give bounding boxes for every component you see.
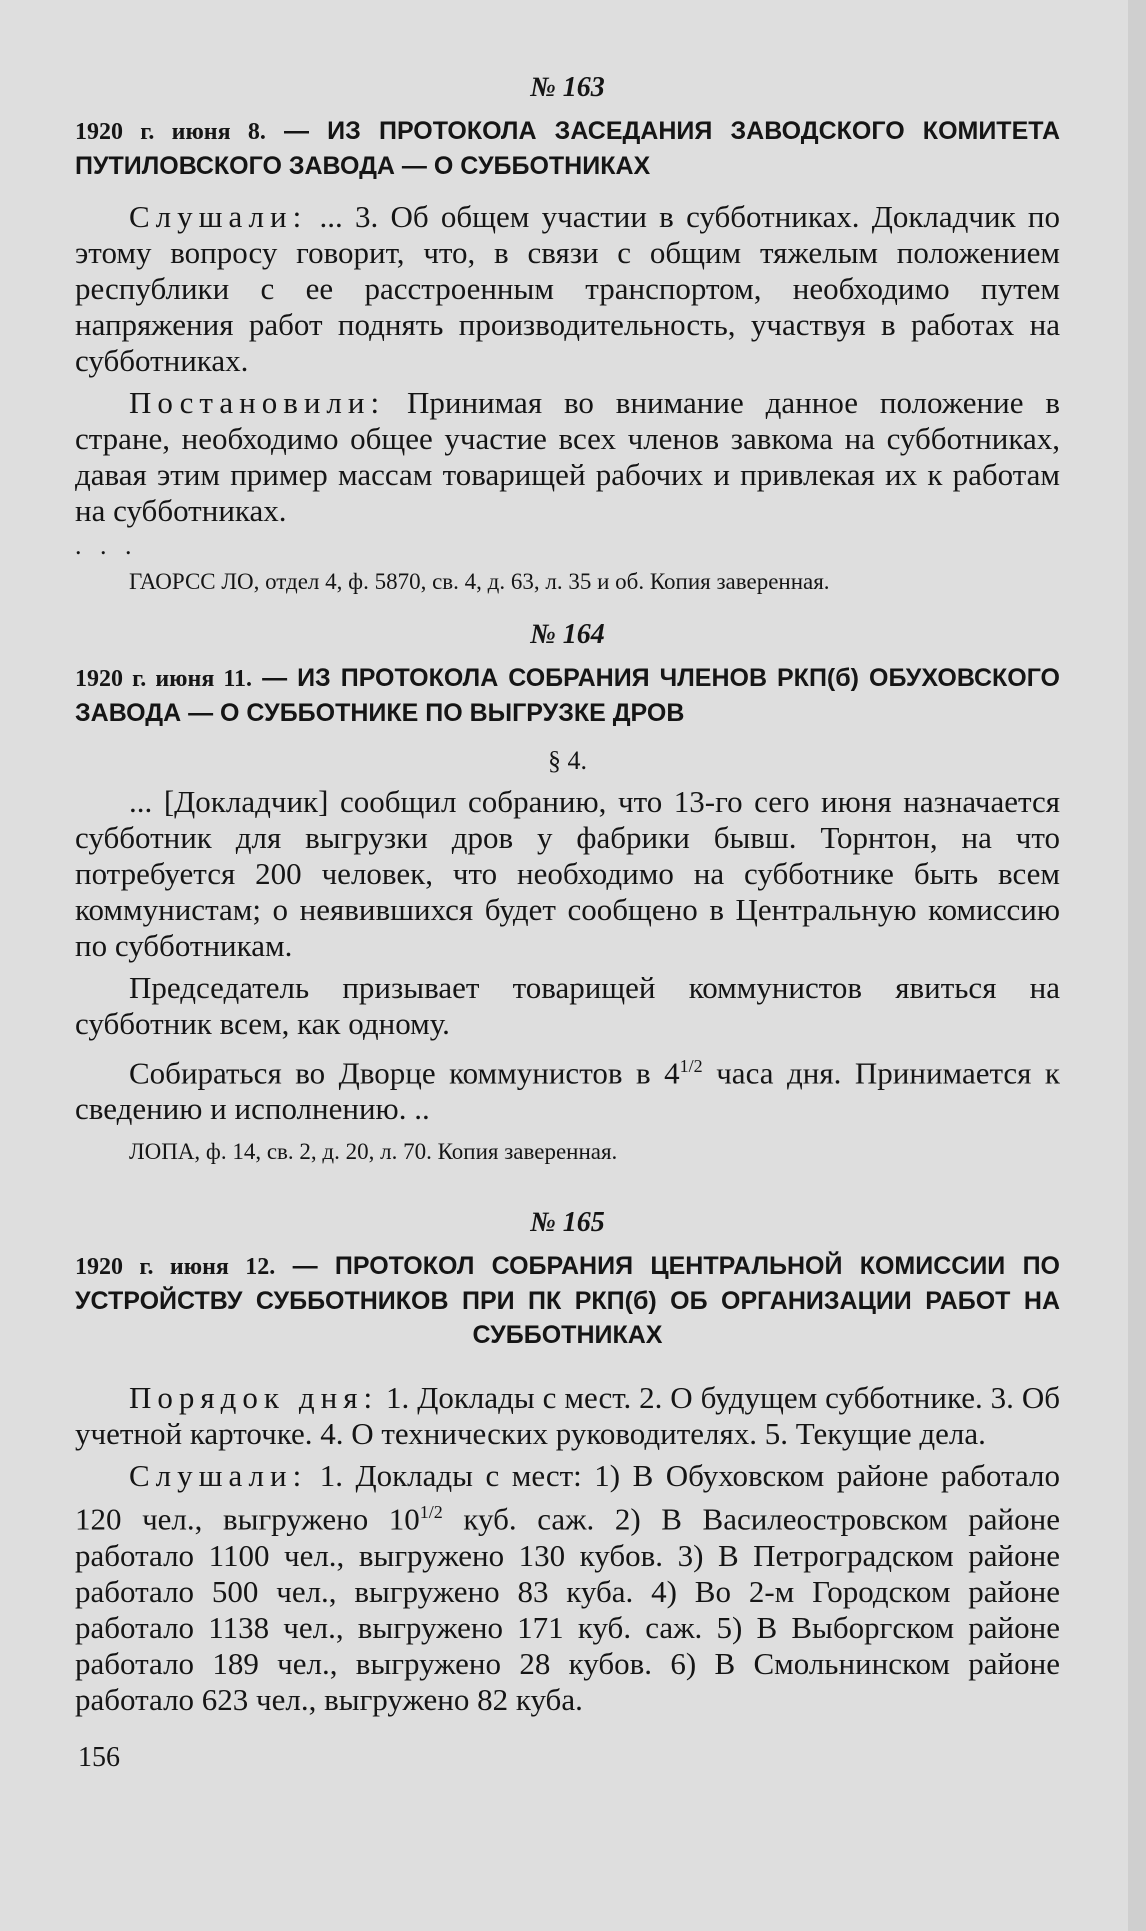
doc-164-paragraph-2: Председатель призывает товарищей коммунистов явиться на субботник всем, как одному. xyxy=(75,970,1060,1041)
doc-165-fraction: 1/2 xyxy=(419,1502,443,1523)
doc-164-p3-end: часа дня. Принимается к сведению и исполнению. .. xyxy=(75,1055,1060,1127)
doc-165-heading xyxy=(75,1249,1060,1352)
page-number: 156 xyxy=(78,1742,120,1773)
doc-163-heading xyxy=(75,114,1060,183)
doc-165-title: — ПРОТОКОЛ СОБРАНИЯ ЦЕНТРАЛЬНОЙ КОМИССИИ ПО УСТРОЙСТВУ СУББОТНИКОВ ПРИ ПК РКП(б) ОБ ОРГАНИЗАЦИИ РАБОТ НА СУББОТНИКАХ xyxy=(75,1252,1060,1350)
doc-163-resolved-text: Принимая во внимание данное положение в стране, необходимо общее участие всех членов завкома на субботниках, давая этим пример массам товарищей рабочих и привлекая их к работам на субботниках. xyxy=(75,385,1060,528)
doc-164-number: № 164 xyxy=(530,619,605,650)
doc-165-heard-end: куб. саж. 2) В Василеостровском районе работало 1100 чел., выгружено 130 кубов. 3) В Петроградском районе работало 500 чел., выгружено 83 куба. 4) Во 2-м Городском районе работало 1138 чел., выгружено 171 куб. саж. 5) В Выборгском районе работало 189 чел., выгружено 28 кубов. 6) В Смольнинском районе работало 623 чел., выгружено 82 куба. xyxy=(75,1501,1061,1717)
doc-164-section: § 4. xyxy=(548,746,587,775)
doc-164-date: 1920 г. июня 11. xyxy=(75,666,253,692)
doc-164-title: — ИЗ ПРОТОКОЛА СОБРАНИЯ ЧЛЕНОВ РКП(б) ОБУХОВСКОГО ЗАВОДА — О СУББОТНИКЕ ПО ВЫГРУЗКЕ ДРОВ xyxy=(75,664,1060,727)
doc-165-paragraph-heard xyxy=(75,1458,1060,1717)
doc-163-heard-text: ... 3. Об общем участии в субботниках. Докладчик по этому вопросу говорит, что, в связи с общим тяжелым положением республики с ее расстроенным транспортом, необходимо путем напряжения работ поднять производительность, участвуя в работах на субботниках. xyxy=(75,199,1060,378)
doc-165-date: 1920 г. июня 12. xyxy=(75,1254,276,1281)
doc-165-paragraph-agenda xyxy=(75,1380,1060,1452)
page-content xyxy=(75,72,1060,1724)
doc-164-p3-start: Собираться во Дворце коммунистов в 4 xyxy=(129,1055,680,1091)
doc-164-paragraph-3 xyxy=(75,1048,1060,1127)
doc-164-heading xyxy=(75,661,1060,730)
doc-163-ellipsis: . . . xyxy=(75,531,138,560)
scan-edge xyxy=(1128,0,1146,1931)
doc-164-source: ЛОПА, ф. 14, св. 2, д. 20, л. 70. Копия заверенная. xyxy=(129,1139,618,1165)
doc-165-agenda-text: 1. Доклады с мест. 2. О будущем субботнике. 3. Об учетной карточке. 4. О технических руководителях. 5. Текущие дела. xyxy=(75,1380,1061,1452)
doc-165-heard-start: 1. Доклады с мест: 1) В Обуховском районе работало 120 чел., выгружено 10 xyxy=(75,1458,1060,1537)
doc-163-number: № 163 xyxy=(530,72,605,103)
doc-163-date: 1920 г. июня 8. xyxy=(75,119,266,145)
doc-163-paragraph-heard xyxy=(75,199,1060,379)
doc-163-source: ГАОРСС ЛО, отдел 4, ф. 5870, св. 4, д. 63, л. 35 и об. Копия заверенная. xyxy=(129,569,830,594)
doc-163-title: — ИЗ ПРОТОКОЛА ЗАСЕДАНИЯ ЗАВОДСКОГО КОМИТЕТА ПУТИЛОВСКОГО ЗАВОДА — О СУББОТНИКАХ xyxy=(75,117,1061,180)
doc-165-number: № 165 xyxy=(530,1207,605,1239)
doc-164-fraction: 1/2 xyxy=(679,1056,703,1076)
doc-163-resolved-label: Постановили: xyxy=(129,385,386,420)
doc-163-paragraph-resolved xyxy=(75,385,1060,529)
doc-165-heard-label: Слушали: xyxy=(129,1458,308,1494)
doc-163-heard-label: Слушали: xyxy=(129,199,308,234)
doc-165-agenda-label: Порядок дня: xyxy=(129,1380,379,1416)
doc-164-paragraph-1: ... [Докладчик] сообщил собранию, что 13-го сего июня назначается субботник для выгрузки дров у фабрики бывш. Торнтон, на что потребуется 200 человек, что необходимо на субботнике быть всем коммунистам; о неявившихся будет сообщено в Центральную комиссию по субботникам. xyxy=(75,784,1060,963)
